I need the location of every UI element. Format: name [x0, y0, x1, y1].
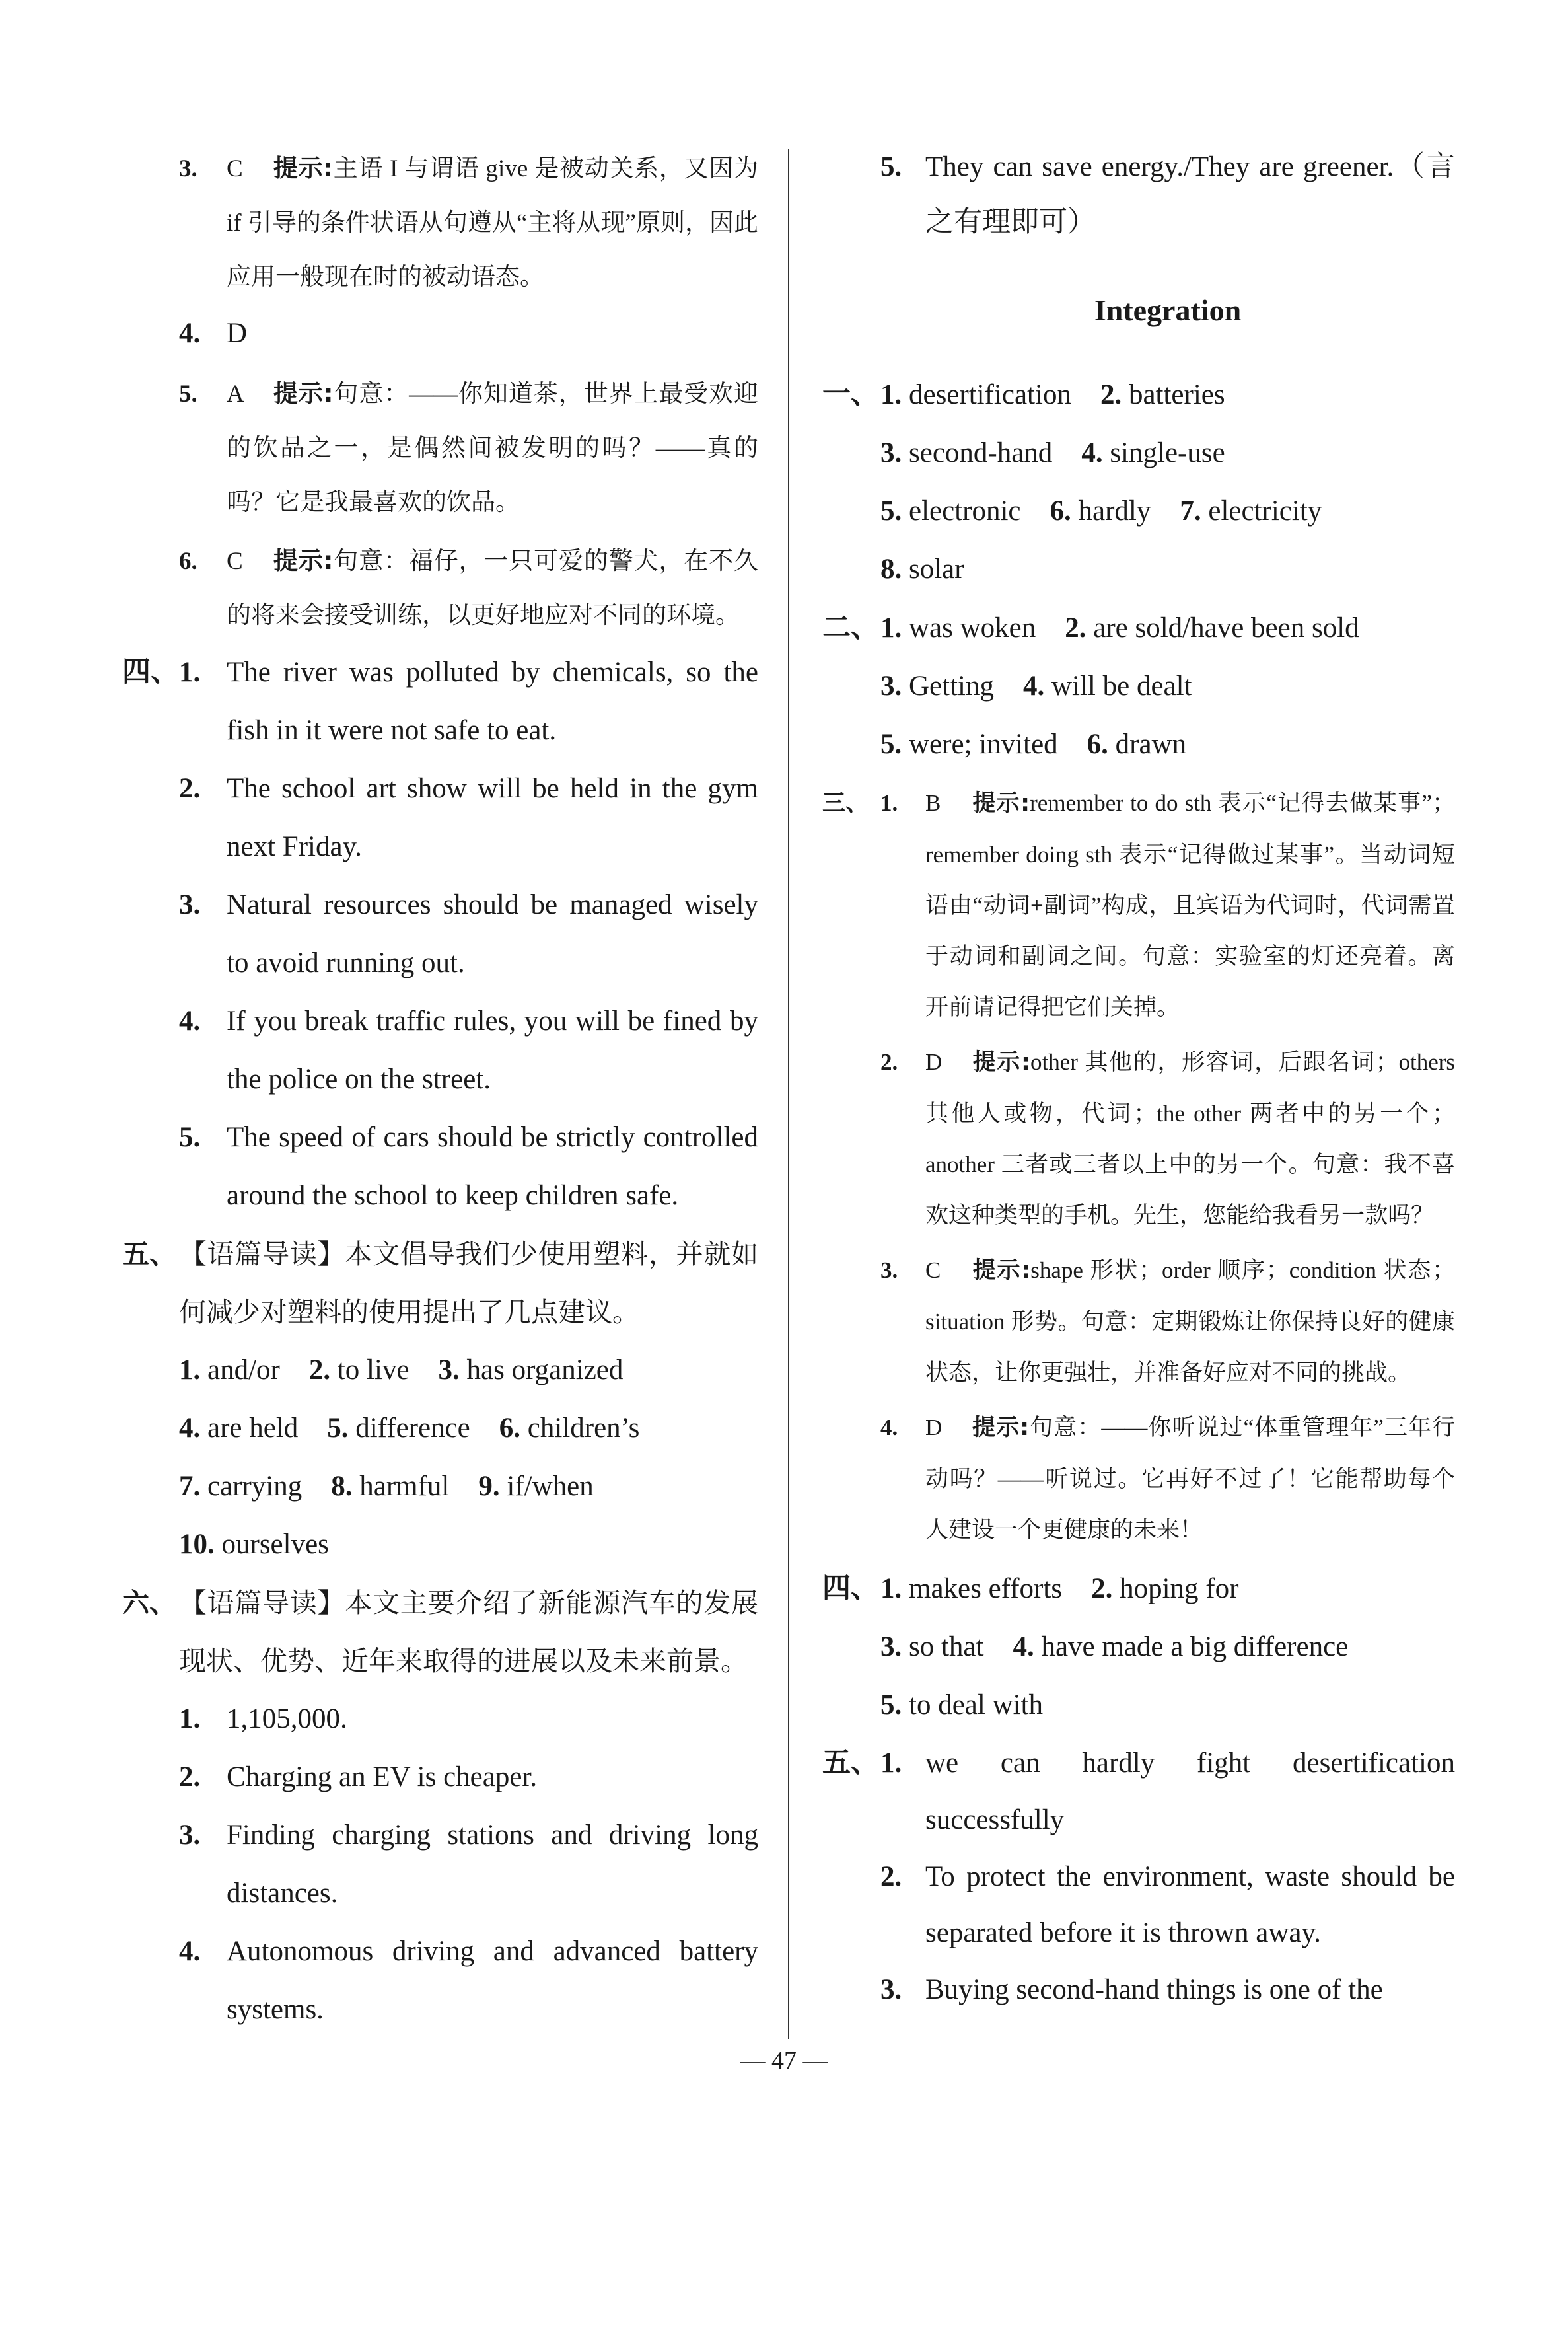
q-answer: D [925, 1415, 943, 1440]
answer: hoping for [1120, 1573, 1239, 1604]
answer-text: Natural resources should be managed wisely to avoid running out. [227, 889, 758, 978]
answer: single-use [1110, 437, 1225, 468]
q-num: 2. [179, 773, 201, 804]
section-6-item-4 [179, 1923, 758, 2039]
q-num: 1. [179, 1703, 201, 1734]
q-num: 5. [179, 1122, 201, 1153]
hint-text: 句意：——你听说过“体重管理年”三年行动吗？——听说过。它再好不过了！它能帮助每个人建设一个更健康的未来！ [925, 1415, 1456, 1543]
answer-row [880, 1676, 1455, 1734]
q-num: 2. [880, 1861, 902, 1892]
answer-text: They can save energy./They are greener.（言之有理即可） [925, 151, 1455, 238]
answer: difference [355, 1413, 470, 1444]
q-num: 5. [880, 151, 902, 182]
section-5-item-2 [880, 1849, 1455, 1961]
hint-label: 提示: [972, 1415, 1030, 1441]
q-num: 1. [880, 379, 902, 410]
q-num: 5. [880, 729, 902, 760]
answer-text: The school art show will be held in the gym next Friday. [227, 773, 758, 862]
hint-text: remember to do sth 表示“记得去做某事”；remember doing sth 表示“记得做过某事”。当动词短语由“动词+副词”构成，且宾语为代词时，代词需置于动词和副词之间。句意：实验室的灯还亮着。离开前请记得把它们关掉。 [925, 790, 1455, 1020]
q-num: 3. [880, 1631, 902, 1662]
q-num: 1. [179, 1354, 201, 1385]
answer-row [179, 1458, 758, 1516]
q-num: 3. [880, 437, 902, 468]
answer-4 [179, 305, 758, 363]
section-4-item-1 [122, 643, 758, 760]
q-answer: C [925, 1257, 941, 1283]
answer-row [179, 1516, 758, 1574]
hint-label: 提示: [972, 1049, 1031, 1076]
hint-text: 主语 I 与谓语 give 是被动关系，又因为 if 引导的条件状语从句遵从“主将从现”原则，因此应用一般现在时的被动语态。 [227, 155, 758, 291]
answer: second-hand [909, 437, 1053, 468]
q-num: 2. [1100, 379, 1122, 410]
q-answer: C [227, 155, 243, 182]
q-num: 8. [331, 1471, 353, 1502]
q-num: 6. [499, 1413, 521, 1444]
section-marker: 六、 [122, 1587, 176, 1619]
q-num: 5. [880, 1689, 902, 1720]
answer-text: Autonomous driving and advanced battery systems. [227, 1936, 758, 2025]
answer: so that [909, 1631, 984, 1662]
q-num: 3. [880, 1257, 898, 1283]
answer: hardly [1078, 496, 1151, 527]
q-num: 9. [478, 1471, 500, 1502]
answer-row [822, 1559, 1455, 1618]
section-3-item-3 [880, 1245, 1455, 1398]
q-num: 2. [308, 1354, 331, 1385]
answer-row [822, 599, 1455, 657]
hint-text: shape 形状；order 顺序；condition 状态；situation 形势。句意：定期锻炼让你保持良好的健康状态，让你更强壮，并准备好应对不同的挑战。 [925, 1257, 1455, 1385]
section-marker: 三、 [822, 790, 869, 817]
answer: carrying [207, 1471, 303, 1502]
answer: are held [207, 1413, 299, 1444]
q-num: 2. [1091, 1573, 1113, 1604]
q-num: 4. [1081, 437, 1103, 468]
hint-label: 提示: [273, 154, 333, 182]
intro-text: 【语篇导读】本文主要介绍了新能源汽车的发展现状、优势、近年来取得的进展以及未来前景。 [179, 1588, 758, 1676]
q-num: 6. [179, 548, 197, 575]
answer-row [880, 657, 1455, 716]
q-num: 4. [179, 1936, 201, 1967]
q-num: 3. [880, 671, 902, 702]
hint-text: 句意：福仔，一只可爱的警犬，在不久的将来会接受训练，以更好地应对不同的环境。 [227, 548, 759, 629]
answer-row [880, 482, 1455, 540]
answer-row [179, 1341, 758, 1399]
answer-text: Finding charging stations and driving long distances. [227, 1820, 758, 1909]
column-divider [788, 149, 789, 2039]
answer: desertification [909, 379, 1071, 410]
answer-row [880, 540, 1455, 599]
q-num: 4. [1013, 1631, 1034, 1662]
q-num: 1. [179, 657, 201, 688]
answer-3 [179, 141, 758, 305]
q-num: 2. [179, 1761, 201, 1792]
answer: was woken [909, 612, 1036, 644]
answer: electricity [1208, 496, 1322, 527]
answer-row [880, 424, 1455, 482]
q-num: 3. [179, 155, 197, 182]
answer: have made a big difference [1041, 1631, 1349, 1662]
hint-label: 提示: [273, 546, 334, 575]
q-num: 1. [880, 1573, 902, 1604]
answer: are sold/have been sold [1093, 612, 1359, 644]
left-column [122, 139, 758, 2039]
q-num: 10. [179, 1529, 215, 1560]
section-6-item-3 [179, 1806, 758, 1923]
section-5-item-1 [822, 1734, 1455, 1849]
section-title: Integration [1094, 293, 1242, 327]
section-5-item-3 [880, 1961, 1455, 2019]
q-num: 1. [880, 1748, 902, 1779]
hint-text: 句意：——你知道茶，世界上最受欢迎的饮品之一，是偶然间被发明的吗？——真的吗？它是我最喜欢的饮品。 [227, 381, 759, 516]
q-num: 3. [179, 1820, 201, 1851]
answer-text: The speed of cars should be strictly controlled around the school to keep children safe. [227, 1122, 758, 1211]
section-6-item-1 [179, 1690, 758, 1748]
answer: were; invited [909, 729, 1058, 760]
answer-text: 1,105,000. [227, 1703, 347, 1734]
q-num: 4. [179, 1006, 201, 1037]
answer-5 [179, 367, 758, 530]
section-3-item-1 [822, 778, 1455, 1033]
q-num: 4. [179, 1413, 201, 1444]
answer: to deal with [909, 1689, 1044, 1720]
answer-5-right [880, 139, 1455, 250]
answer: drawn [1115, 729, 1187, 760]
answer-text: Buying second-hand things is one of the [925, 1974, 1383, 2005]
section-5-intro [122, 1225, 758, 1341]
answer-text: we can hardly fight desertification successfully [925, 1748, 1455, 1835]
answer-row [880, 716, 1455, 774]
q-answer: C [227, 548, 243, 575]
answer-row [822, 365, 1455, 424]
page-number: — 47 — [740, 2047, 828, 2075]
q-num: 4. [1022, 671, 1045, 702]
q-num: 1. [880, 612, 902, 644]
answer: electronic [909, 496, 1021, 527]
answer: will be dealt [1051, 671, 1192, 702]
q-num: 6. [1087, 729, 1108, 760]
answer: batteries [1128, 379, 1225, 410]
answer: solar [909, 554, 964, 585]
answer: if/when [507, 1471, 594, 1502]
section-4-item-5 [179, 1109, 758, 1225]
answer: Getting [909, 671, 994, 702]
section-4-item-2 [179, 760, 758, 876]
section-6-intro [122, 1574, 758, 1690]
answer-text: If you break traffic rules, you will be fined by the police on the street. [227, 1006, 758, 1095]
q-num: 5. [179, 381, 197, 408]
hint-label: 提示: [972, 790, 1030, 817]
q-num: 3. [880, 1974, 902, 2005]
section-marker: 五、 [122, 1238, 176, 1270]
answer-text: To protect the environment, waste should be separated before it is thrown away. [925, 1861, 1455, 1948]
q-num: 7. [1180, 496, 1201, 527]
q-num: 6. [1050, 496, 1071, 527]
answer: harmful [359, 1471, 450, 1502]
section-marker: 五、 [822, 1746, 879, 1779]
q-num: 4. [179, 318, 201, 349]
answer: to live [337, 1354, 410, 1385]
section-4-item-3 [179, 876, 758, 992]
q-answer: A [227, 381, 244, 408]
q-num: 7. [179, 1471, 201, 1502]
answer: ourselves [221, 1529, 329, 1560]
answer-text: The river was polluted by chemicals, so the fish in it were not safe to eat. [227, 657, 758, 746]
answer: has organized [466, 1354, 624, 1385]
hint-label: 提示: [273, 379, 334, 408]
section-3-item-4 [880, 1402, 1455, 1555]
q-num: 8. [880, 554, 902, 585]
section-3-item-2 [880, 1037, 1455, 1241]
q-num: 5. [880, 496, 902, 527]
q-num: 4. [880, 1415, 898, 1440]
q-num: 3. [438, 1354, 460, 1385]
intro-text: 【语篇导读】本文倡导我们少使用塑料，并就如何减少对塑料的使用提出了几点建议。 [179, 1239, 758, 1327]
q-num: 3. [179, 889, 201, 920]
q-num: 5. [327, 1413, 349, 1444]
answer: and/or [207, 1354, 280, 1385]
section-marker: 四、 [122, 655, 179, 688]
answer: makes efforts [909, 1573, 1063, 1604]
answer: children’s [527, 1413, 640, 1444]
hint-label: 提示: [972, 1257, 1031, 1284]
right-column [822, 139, 1455, 2039]
answer-row [880, 1618, 1455, 1676]
answer-6 [179, 534, 758, 643]
q-answer: B [925, 790, 941, 816]
section-marker: 一、 [822, 378, 879, 411]
answer-row [179, 1399, 758, 1458]
section-6-item-2 [179, 1748, 758, 1806]
section-4-item-4 [179, 992, 758, 1109]
q-num: 2. [880, 1049, 898, 1075]
q-answer: D [227, 318, 248, 349]
section-marker: 四、 [822, 1572, 879, 1605]
hint-text: other 其他的，形容词，后跟名词；others 其他人或物，代词；the other 两者中的另一个；another 三者或三者以上中的另一个。句意：我不喜欢这种类型的手机。先生，您能给我看另一款吗？ [925, 1049, 1456, 1228]
q-num: 1. [880, 790, 898, 816]
answer-text: Charging an EV is cheaper. [227, 1761, 538, 1792]
q-num: 2. [1065, 612, 1087, 644]
q-answer: D [925, 1049, 943, 1075]
section-marker: 二、 [822, 611, 879, 644]
